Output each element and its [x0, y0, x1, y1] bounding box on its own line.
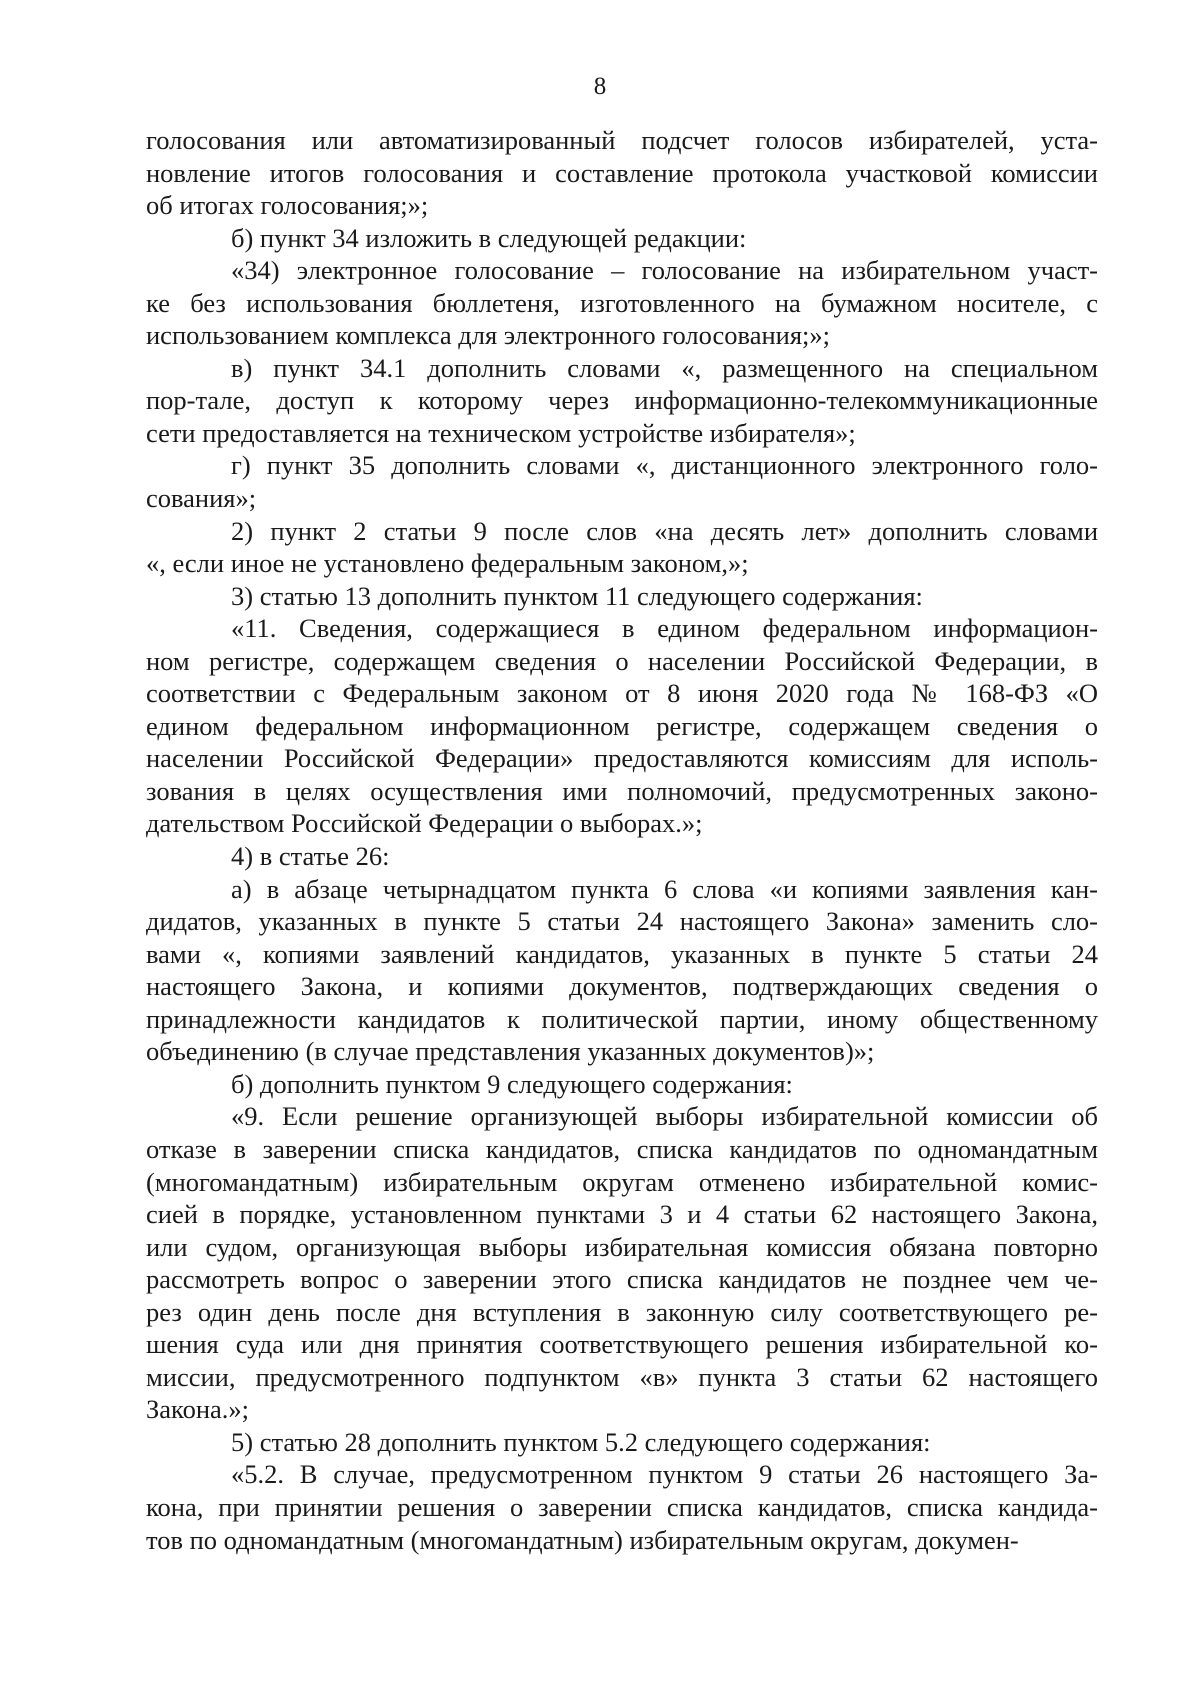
- paragraph: [146, 222, 1098, 255]
- text-line: шения суда или дня принятия соответствующего решения избирательной ко-: [146, 1329, 1098, 1360]
- text-line: «9. Если решение организующей выборы избирательной комиссии об: [231, 1101, 1098, 1132]
- paragraph: [146, 449, 1098, 514]
- text-line: зования в целях осуществления ими полномочий, предусмотренных законо-: [146, 775, 1098, 806]
- text-line: соответствии с Федеральным законом от 8 июня 2020 года № 168-ФЗ «О: [146, 678, 1098, 709]
- text-line: об итогах голосования;»;: [146, 190, 429, 221]
- text-line: ном регистре, содержащем сведения о населении Российской Федерации, в: [146, 645, 1098, 676]
- text-line: использованием комплекса для электронного голосования;»;: [146, 320, 830, 351]
- text-line: объединению (в случае представления указанных документов)»;: [146, 1036, 875, 1067]
- text-line: б) дополнить пунктом 9 следующего содержания:: [231, 1068, 793, 1099]
- document-body: [146, 124, 1098, 1556]
- paragraph: [146, 840, 1098, 873]
- paragraph: [146, 612, 1098, 840]
- paragraph: [146, 124, 1098, 222]
- paragraph: [146, 1458, 1098, 1556]
- text-line: «11. Сведения, содержащиеся в едином федеральном информацион-: [231, 613, 1098, 644]
- text-line: дательством Российской Федерации о выборах.»;: [146, 808, 703, 839]
- paragraph: [146, 1100, 1098, 1425]
- paragraph: [146, 254, 1098, 352]
- text-line: вами «, копиями заявлений кандидатов, указанных в пункте 5 статьи 24: [146, 938, 1098, 969]
- text-line: рез один день после дня вступления в законную силу соответствующего ре-: [146, 1296, 1098, 1327]
- text-line: отказе в заверении списка кандидатов, списка кандидатов по одномандатным: [146, 1133, 1098, 1164]
- text-line: или судом, организующая выборы избирательная комиссия обязана повторно: [146, 1231, 1098, 1262]
- text-line: «34) электронное голосование – голосование на избирательном участ-: [231, 255, 1098, 286]
- text-line: сования»;: [146, 483, 257, 514]
- text-line: миссии, предусмотренного подпунктом «в» пункта 3 статьи 62 настоящего: [146, 1361, 1098, 1392]
- text-line: б) пункт 34 изложить в следующей редакции:: [231, 222, 747, 253]
- text-line: «, если иное не установлено федеральным законом,»;: [146, 548, 749, 579]
- text-line: 4) в статье 26:: [231, 841, 390, 872]
- page-number: 8: [593, 73, 607, 100]
- text-line: дидатов, указанных в пункте 5 статьи 24 настоящего Закона» заменить сло-: [146, 906, 1098, 937]
- paragraph: [146, 873, 1098, 1068]
- text-line: тов по одномандатным (многомандатным) избирательным округам, докумен-: [146, 1524, 1019, 1555]
- text-line: 5) статью 28 дополнить пунктом 5.2 следующего содержания:: [231, 1426, 931, 1457]
- text-line: сией в порядке, установленном пунктами 3 и 4 статьи 62 настоящего Закона,: [146, 1199, 1098, 1230]
- text-line: ке без использования бюллетеня, изготовленного на бумажном носителе, с: [146, 287, 1098, 318]
- paragraph: [146, 580, 1098, 613]
- text-line: «5.2. В случае, предусмотренном пунктом 9 статьи 26 настоящего За-: [231, 1459, 1098, 1490]
- text-line: а) в абзаце четырнадцатом пункта 6 слова «и копиями заявления кан-: [231, 873, 1098, 904]
- text-line: в) пункт 34.1 дополнить словами «, размещенного на специальном: [231, 352, 1098, 383]
- paragraph: [146, 352, 1098, 450]
- text-line: г) пункт 35 дополнить словами «, дистанционного электронного голо-: [231, 450, 1098, 481]
- text-line: настоящего Закона, и копиями документов, подтверждающих сведения о: [146, 971, 1098, 1002]
- text-line: новление итогов голосования и составление протокола участковой комиссии: [146, 157, 1098, 188]
- text-line: принадлежности кандидатов к политической партии, иному общественному: [146, 1003, 1098, 1034]
- text-line: сети предоставляется на техническом устройстве избирателя»;: [146, 417, 856, 448]
- paragraph: [146, 1426, 1098, 1459]
- text-line: Закона.»;: [146, 1394, 249, 1425]
- text-line: (многомандатным) избирательным округам отменено избирательной комис-: [146, 1166, 1098, 1197]
- text-line: 2) пункт 2 статьи 9 после слов «на десять лет» дополнить словами: [231, 515, 1098, 546]
- text-line: пор-тале, доступ к которому через информационно-телекоммуникационные: [146, 385, 1098, 416]
- text-line: голосования или автоматизированный подсчет голосов избирателей, уста-: [146, 125, 1098, 155]
- paragraph: [146, 1068, 1098, 1101]
- text-line: едином федеральном информационном регистре, содержащем сведения о: [146, 710, 1098, 741]
- text-line: 3) статью 13 дополнить пунктом 11 следующего содержания:: [231, 580, 923, 611]
- paragraph: [146, 515, 1098, 580]
- text-line: населении Российской Федерации» предоставляются комиссиям для исполь-: [146, 743, 1098, 774]
- text-line: кона, при принятии решения о заверении списка кандидатов, списка кандида-: [146, 1491, 1098, 1522]
- text-line: рассмотреть вопрос о заверении этого списка кандидатов не позднее чем че-: [146, 1264, 1098, 1295]
